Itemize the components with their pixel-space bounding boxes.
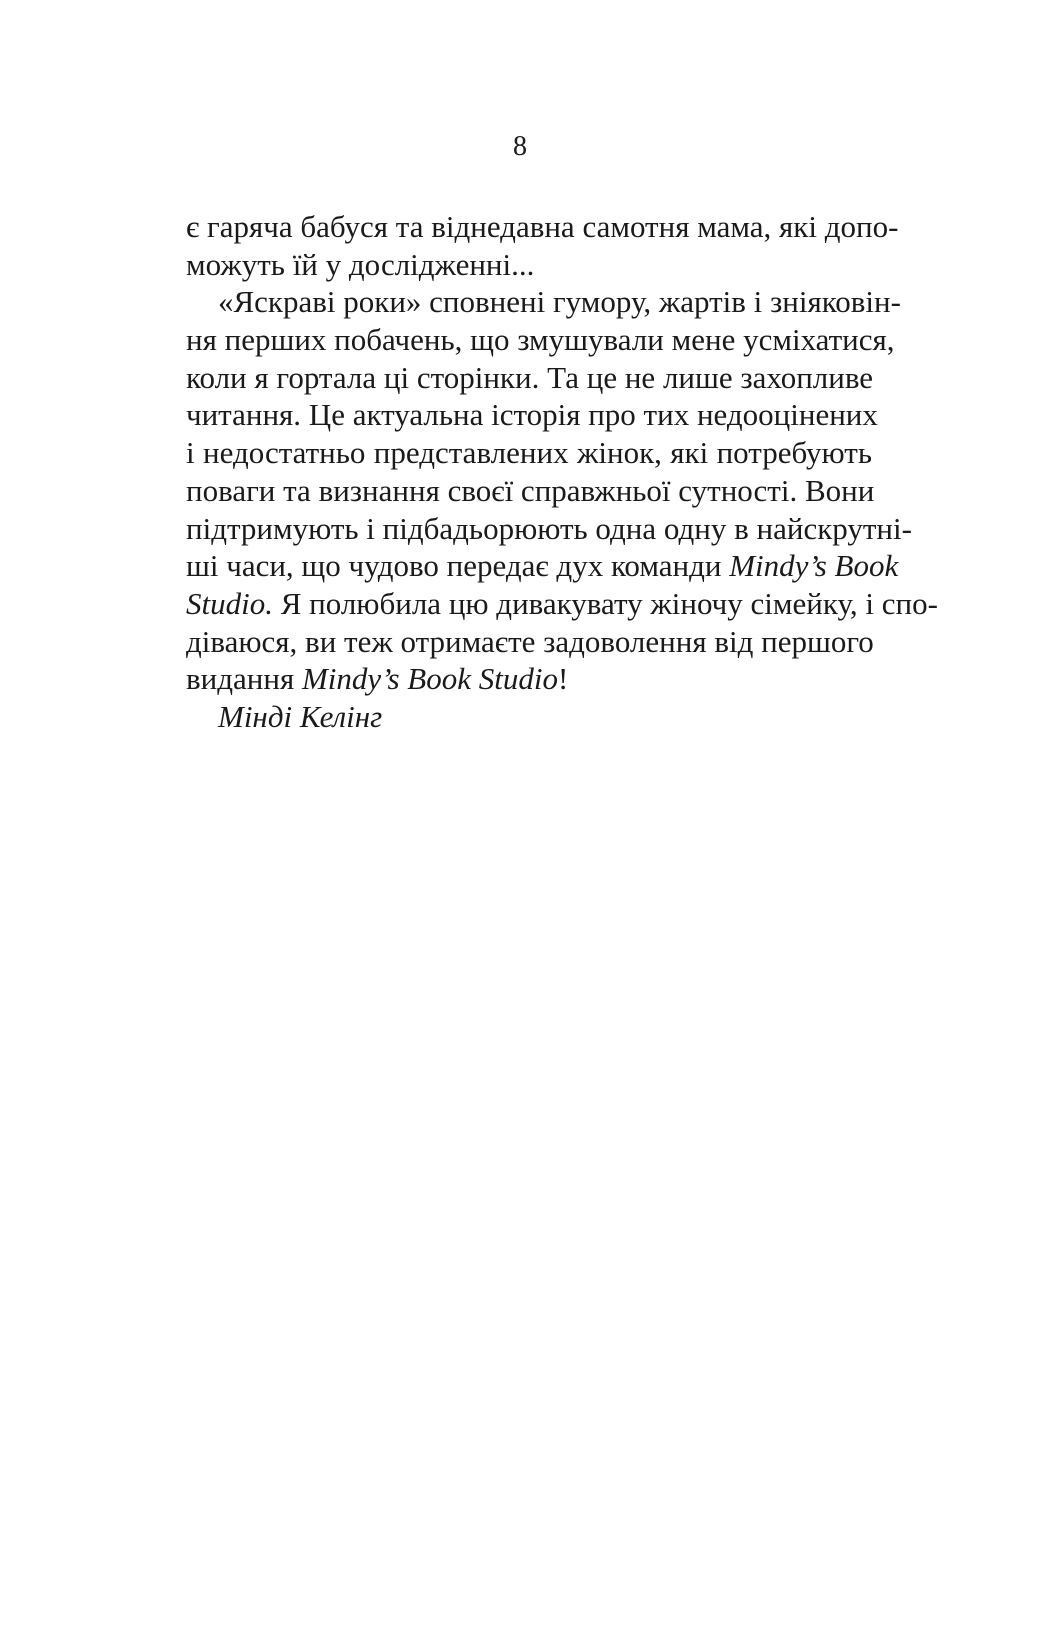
text-line: «Яскраві роки» сповнені гумору, жартів і зніяковін- [218,284,901,320]
body-text [186,208,938,736]
author-signature: Мінді Келінг [218,698,383,734]
text-line: діваюся, ви теж отримаєте задоволення від першого [186,623,874,659]
text-line [186,585,938,623]
text-segment: видання [186,661,302,697]
text-segment: ! [557,661,569,697]
text-line: поваги та визнання своєї справжньої сутності. Вони [186,472,875,508]
text-segment: Я полюбила цю дивакувату жіночу сімейку, і спо- [272,585,938,621]
text-line: ня перших побачень, що змушували мене усміхатися, [186,322,895,358]
italic-title: Mindy’s Book [729,548,899,584]
text-line: коли я гортала ці сторінки. Та це не лише захопливе [186,359,874,395]
text-line: і недостатньо представлених жінок, які потребують [186,435,872,471]
text-line [186,660,872,698]
text-line: є гаряча бабуся та віднедавна самотня мама, які допо- [186,209,899,244]
italic-title: Studio. [186,585,273,621]
text-line: підтримують і підбадьорюють одна одну в найскрутні- [186,510,912,546]
text-line [186,547,899,585]
text-line: читання. Це актуальна історія про тих недооцінених [186,397,878,433]
page-number: 8 [513,131,527,162]
text-line: можуть їй у дослідженні... [186,246,535,282]
text-segment: ші часи, що чудово передає дух команди [186,548,730,584]
italic-title: Mindy’s Book Studio [301,661,558,697]
